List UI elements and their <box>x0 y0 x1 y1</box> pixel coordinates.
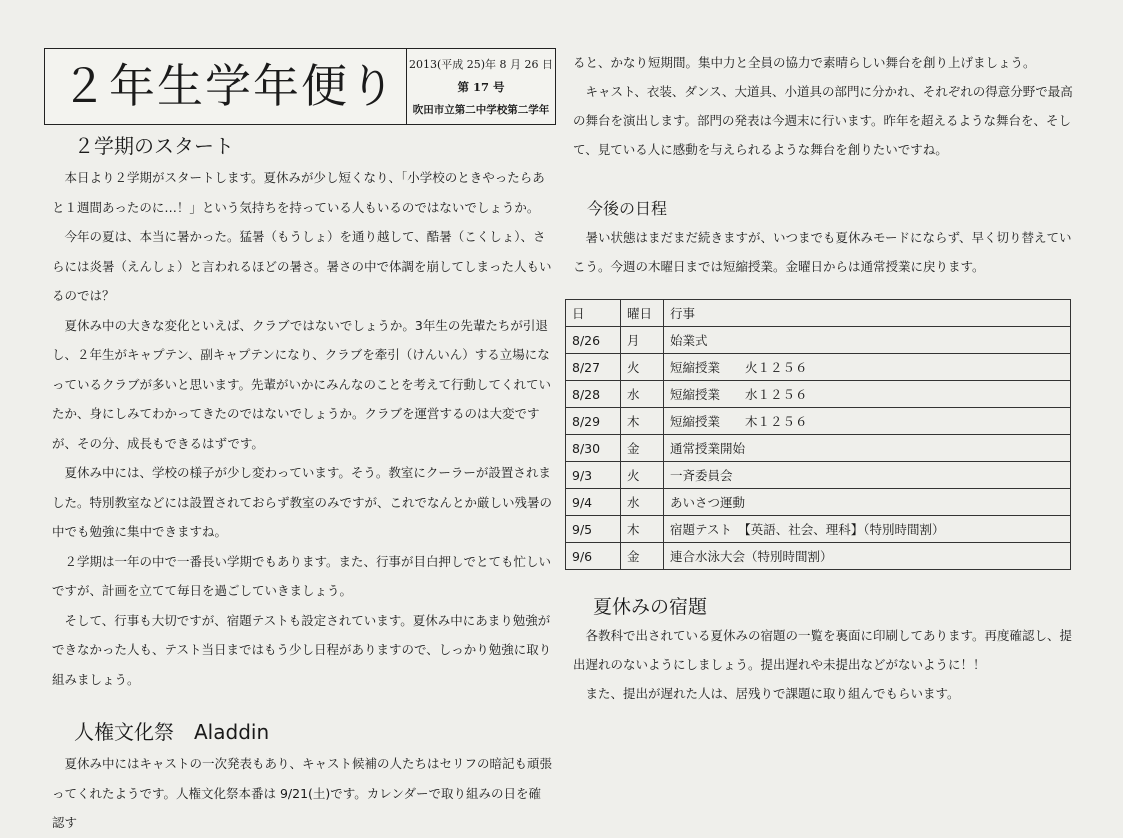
cell-weekday: 木 <box>621 408 664 435</box>
cell-date: 8/27 <box>566 354 621 381</box>
cell-event: 短縮授業 水１２５６ <box>664 381 1071 408</box>
table-row <box>566 435 1071 462</box>
cell-event: 一斉委員会 <box>664 462 1071 489</box>
cell-date: 8/28 <box>566 381 621 408</box>
cell-event: 連合水泳大会（特別時間割） <box>664 543 1071 570</box>
column-header-date: 日 <box>566 300 621 327</box>
table-row <box>566 516 1071 543</box>
cell-event: 通常授業開始 <box>664 435 1071 462</box>
paragraph: 夏休み中の大きな変化といえば、クラブではないでしょうか。3年生の先輩たちが引退し、２年生がキャプテン、副キャプテンになり、クラブを牽引（けんいん）する立場になっているクラブが多いと思います。先輩がいかにみんなのことを考えて行動してくれていたか、身にしみてわかってきたのではないでしょうか。クラブを運営するのは大変ですが、その分、成長もできるはずです。 <box>52 317 552 451</box>
heading-term-start: ２学期のスタート <box>74 134 234 158</box>
paragraph: また、提出が遅れた人は、居残りで課題に取り組んでもらいます。 <box>585 686 960 701</box>
cell-weekday: 木 <box>621 516 664 543</box>
paragraph: 夏休み中には、学校の様子が少し変わっています。そう。教室にクーラーが設置されました。特別教室などには設置されておらず教室のみですが、これでなんとか厳しい残暑の中でも勉強に集中できますね。 <box>52 465 553 539</box>
table-row <box>566 543 1071 570</box>
cell-weekday: 水 <box>621 381 664 408</box>
cell-event: あいさつ運動 <box>664 489 1071 516</box>
heading-culture-festival: 人権文化祭 Aladdin <box>74 720 270 744</box>
masthead-info <box>407 49 555 124</box>
cell-event: 短縮授業 火１２５６ <box>664 354 1071 381</box>
cell-weekday: 水 <box>621 489 664 516</box>
table-header-row <box>566 300 1071 327</box>
cell-date: 9/5 <box>566 516 621 543</box>
cell-date: 9/4 <box>566 489 621 516</box>
newsletter-title: ２年生学年便り <box>45 49 407 124</box>
schedule-table <box>565 299 1071 570</box>
issue-date: 2013(平成 25)年 8 月 26 日 <box>408 58 554 72</box>
table-row <box>566 489 1071 516</box>
cell-date: 9/3 <box>566 462 621 489</box>
paragraph: キャスト、衣装、ダンス、大道具、小道具の部門に分かれ、それぞれの得意分野で最高の舞台を演出します。部門の発表は今週末に行います。昨年を超えるような舞台を、そして、見ている人に感動を与えられるような舞台を創りたいですね。 <box>573 84 1073 157</box>
cell-weekday: 金 <box>621 435 664 462</box>
paragraph: ２学期は一年の中で一番長い学期でもあります。また、行事が目白押しでとても忙しいですが、計画を立てて毎日を過ごしていきましょう。 <box>52 553 552 598</box>
masthead <box>44 48 556 125</box>
table-row <box>566 381 1071 408</box>
cell-weekday: 火 <box>621 354 664 381</box>
school-name: 吹田市立第二中学校第二学年 <box>412 103 550 116</box>
paragraph: 今年の夏は、本当に暑かった。猛暑（もうしょ）を通り越して、酷暑（こくしょ）、さらには炎暑（えんしょ）と言われるほどの暑さ。暑さの中で体調を崩してしまった人もいるのでは？ <box>52 229 552 303</box>
cell-event: 宿題テスト 【英語、社会、理科】（特別時間割） <box>664 516 1071 543</box>
column-header-event: 行事 <box>664 300 1071 327</box>
cell-date: 8/26 <box>566 327 621 354</box>
heading-schedule: 今後の日程 <box>587 199 668 218</box>
paragraph-continued: ると、かなり短期間。集中力と全員の協力で素晴らしい舞台を創り上げましょう。 <box>573 55 1036 70</box>
cell-weekday: 月 <box>621 327 664 354</box>
cell-date: 9/6 <box>566 543 621 570</box>
table-row <box>566 462 1071 489</box>
table-row <box>566 327 1071 354</box>
paragraph: そして、行事も大切ですが、宿題テストも設定されています。夏休み中にあまり勉強ができなかった人も、テスト当日まではもう少し日程がありますので、しっかり勉強に取り組みましょう。 <box>52 612 552 687</box>
paragraph: 暑い状態はまだまだ続きますが、いつまでも夏休みモードにならず、早く切り替えていこう。今週の木曜日までは短縮授業。金曜日からは通常授業に戻ります。 <box>573 230 1072 274</box>
cell-event: 短縮授業 木１２５６ <box>664 408 1071 435</box>
left-column <box>52 130 552 838</box>
right-column <box>573 48 1073 708</box>
table-row <box>566 408 1071 435</box>
table-row <box>566 354 1071 381</box>
cell-date: 8/30 <box>566 435 621 462</box>
cell-date: 8/29 <box>566 408 621 435</box>
paragraph: 本日より２学期がスタートします。夏休みが少し短くなり、「小学校のときやったらあと１週間あったのに…！」という気持ちを持っている人もいるのではないでしょうか。 <box>52 170 545 215</box>
paragraph: 各教科で出されている夏休みの宿題の一覧を裏面に印刷してあります。再度確認し、提出遅れのないようにしましょう。提出遅れや未提出などがないように！！ <box>573 628 1073 672</box>
paragraph: 夏休み中にはキャストの一次発表もあり、キャスト候補の人たちはセリフの暗記も頑張ってくれたようです。人権文化祭本番は 9/21(土)です。カレンダーで取り組みの日を確認す <box>52 756 553 830</box>
column-header-weekday: 曜日 <box>621 300 664 327</box>
issue-number: 第 17 号 <box>457 79 505 94</box>
cell-event: 始業式 <box>664 327 1071 354</box>
cell-weekday: 金 <box>621 543 664 570</box>
heading-homework: 夏休みの宿題 <box>593 596 708 618</box>
cell-weekday: 火 <box>621 462 664 489</box>
